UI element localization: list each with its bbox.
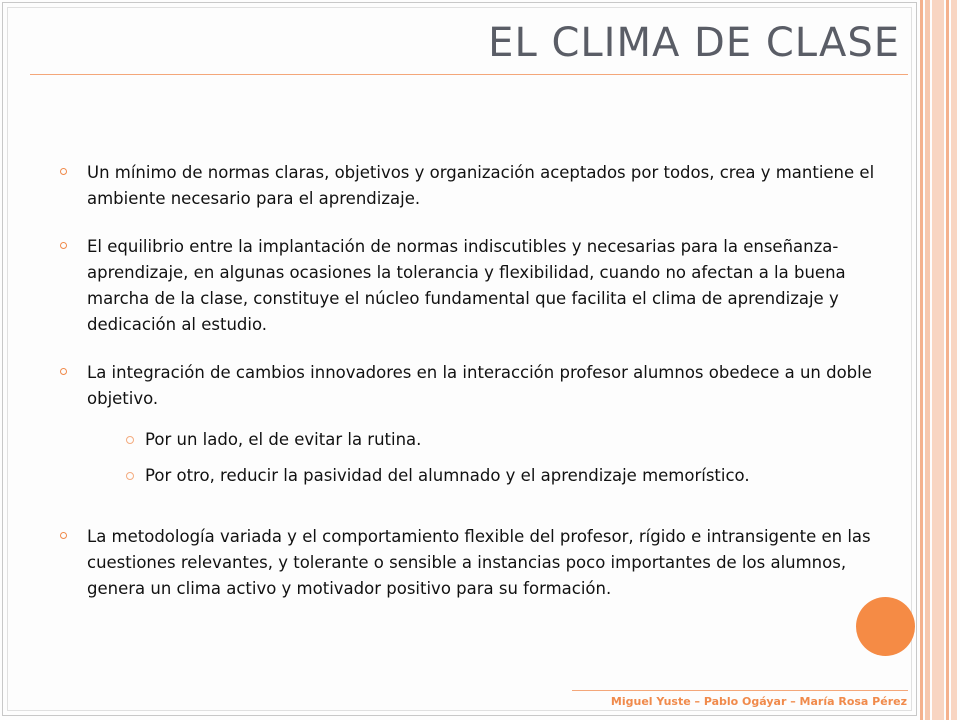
sub-bullet-text: Por otro, reducir la pasividad del alumnado y el aprendizaje memorístico. (145, 466, 750, 485)
decorative-stripe (932, 0, 944, 720)
decorative-circle (856, 597, 915, 656)
sub-bullet-item (60, 427, 890, 453)
footer-divider (572, 690, 908, 691)
sub-bullet-item (60, 463, 890, 489)
sub-bullet-circle-icon (126, 472, 134, 480)
bullet-text: La metodología variada y el comportamiento flexible del profesor, rígido e intransigente en las cuestiones relevantes, y tolerante o sensible a instancias poco importantes de los alumnos, genera un clima activo y motivador positivo para su formación. (87, 527, 871, 598)
bullet-text: La integración de cambios innovadores en la interacción profesor alumnos obedece a un doble objetivo. (87, 363, 872, 408)
bullet-list (60, 160, 890, 602)
title-divider (30, 74, 908, 75)
bullet-circle-icon (60, 242, 67, 249)
bullet-item (60, 524, 890, 602)
bullet-item (60, 360, 890, 412)
decorative-stripe (946, 0, 949, 720)
decorative-stripe (920, 0, 923, 720)
bullet-circle-icon (60, 168, 67, 175)
sub-bullet-text: Por un lado, el de evitar la rutina. (145, 430, 422, 449)
decorative-stripe (925, 0, 930, 720)
bullet-circle-icon (60, 532, 67, 539)
bullet-text: Un mínimo de normas claras, objetivos y organización aceptados por todos, crea y mantiene el ambiente necesario para el aprendizaje. (87, 163, 875, 208)
bullet-item (60, 234, 890, 338)
sub-bullet-circle-icon (126, 436, 134, 444)
bullet-item (60, 160, 890, 212)
bullet-text: El equilibrio entre la implantación de normas indiscutibles y necesarias para la enseñanza-aprendizaje, en algunas ocasiones la tolerancia y flexibilidad, cuando no afectan a la buena marcha de la clase, constituye el núcleo fundamental que facilita el clima de aprendizaje y dedicación al estudio. (87, 237, 846, 334)
decorative-stripe (951, 0, 957, 720)
slide-title: EL CLIMA DE CLASE (488, 20, 900, 66)
footer-authors: Miguel Yuste – Pablo Ogáyar – María Rosa Pérez (610, 695, 907, 708)
bullet-circle-icon (60, 368, 67, 375)
